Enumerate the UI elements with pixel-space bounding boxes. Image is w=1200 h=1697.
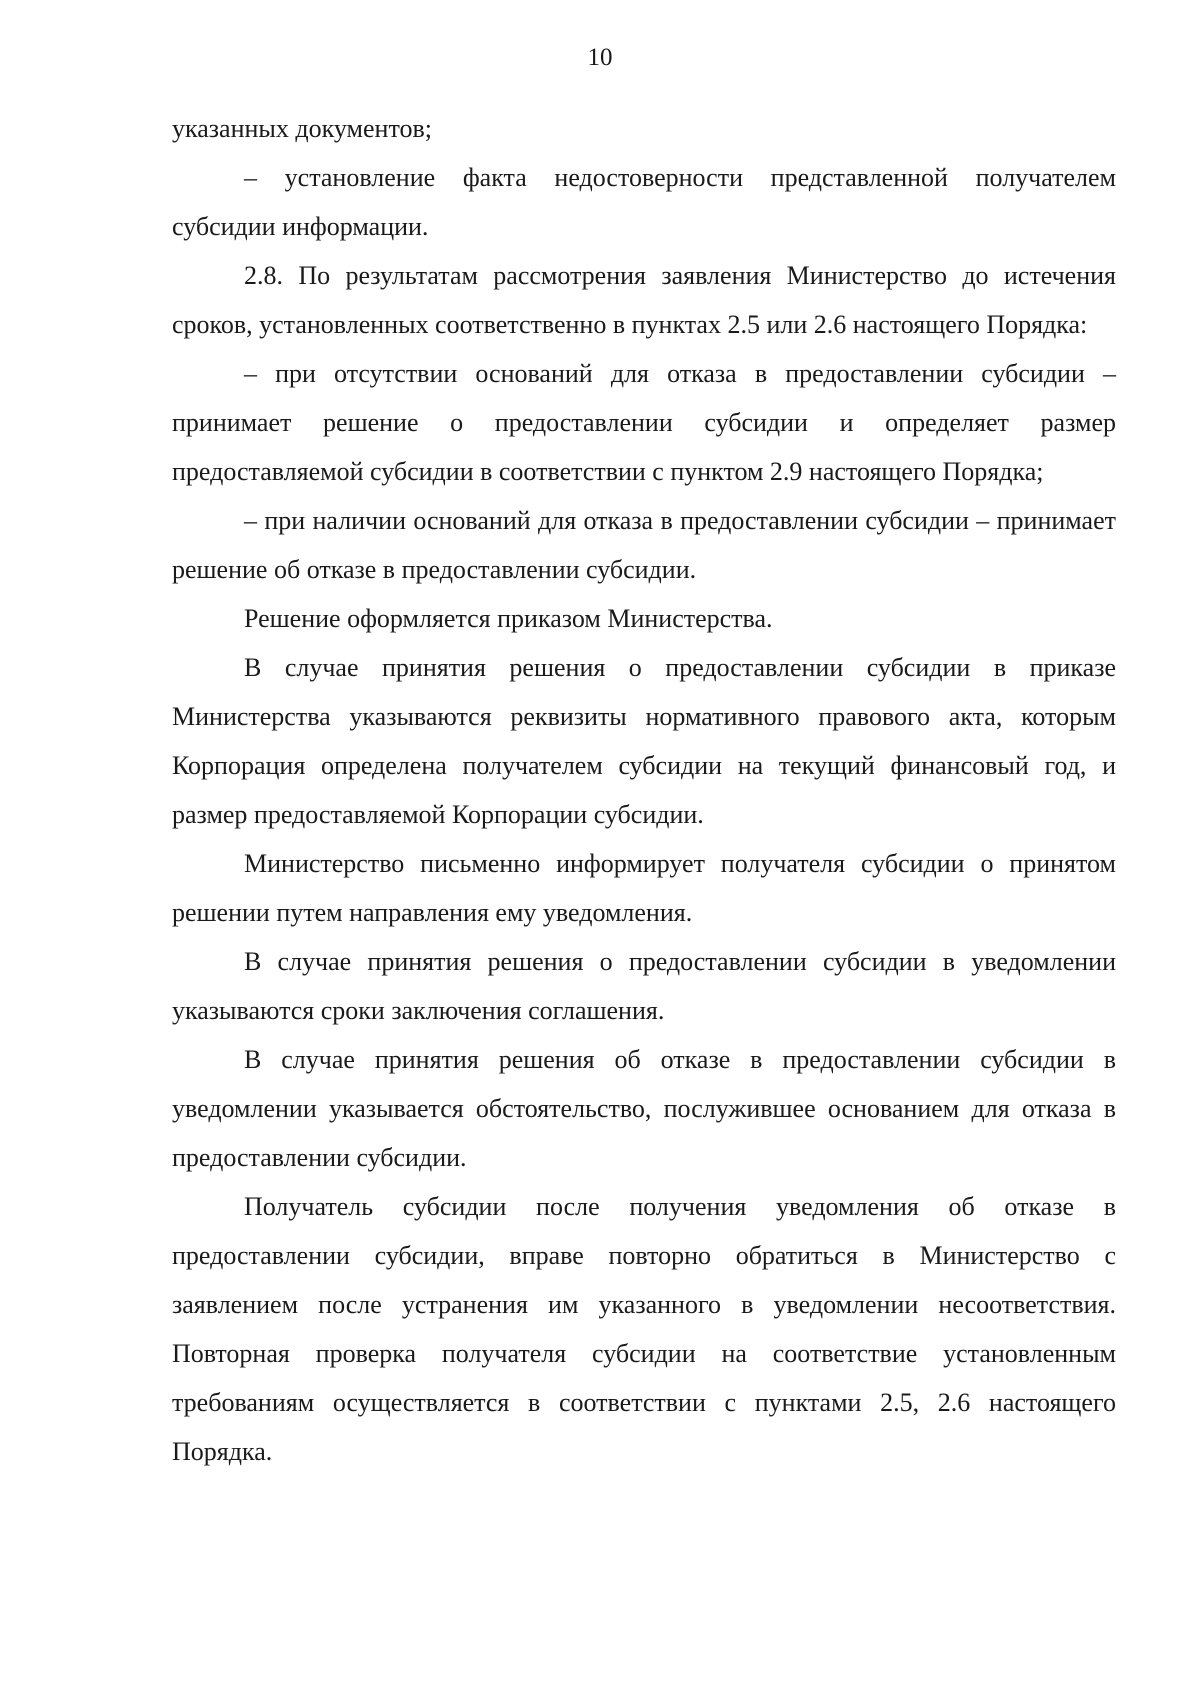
paragraph: Решение оформляется приказом Министерства.	[244, 604, 773, 633]
paragraph-list-item: – при наличии оснований для отказа в предоставлении субсидии – принимает решение об отказе в предоставлении субсидии.	[172, 506, 1116, 584]
paragraph-continuation: указанных документов;	[172, 114, 432, 143]
paragraph: Получатель субсидии после получения уведомления об отказе в предоставлении субсидии, вправе повторно обратиться в Министерство с заявлением после устранения им указанного в уведомлении несоответствия. Повторная проверка получателя субсидии на соответствие установленным требованиям осуществляется в соответствии с пунктами 2.5, 2.6 настоящего Порядка.	[172, 1192, 1116, 1466]
paragraph-clause-2-8: 2.8. По результатам рассмотрения заявления Министерство до истечения сроков, установленных соответственно в пунктах 2.5 или 2.6 настоящего Порядка:	[172, 261, 1116, 339]
paragraph: В случае принятия решения об отказе в предоставлении субсидии в уведомлении указывается обстоятельство, послужившее основанием для отказа в предоставлении субсидии.	[172, 1045, 1116, 1172]
page-number: 10	[587, 44, 613, 71]
paragraph: В случае принятия решения о предоставлении субсидии в приказе Министерства указываются реквизиты нормативного правового акта, которым Корпорация определена получателем субсидии на текущий финансовый год, и размер предоставляемой Корпорации субсидии.	[172, 653, 1116, 829]
paragraph: В случае принятия решения о предоставлении субсидии в уведомлении указываются сроки заключения соглашения.	[172, 947, 1116, 1025]
document-body	[172, 104, 1116, 1476]
paragraph: Министерство письменно информирует получателя субсидии о принятом решении путем направления ему уведомления.	[172, 849, 1116, 927]
paragraph-list-item: – при отсутствии оснований для отказа в предоставлении субсидии – принимает решение о предоставлении субсидии и определяет размер предоставляемой субсидии в соответствии с пунктом 2.9 настоящего Порядка;	[172, 359, 1116, 486]
paragraph-list-item: – установление факта недостоверности представленной получателем субсидии информации.	[172, 163, 1116, 241]
